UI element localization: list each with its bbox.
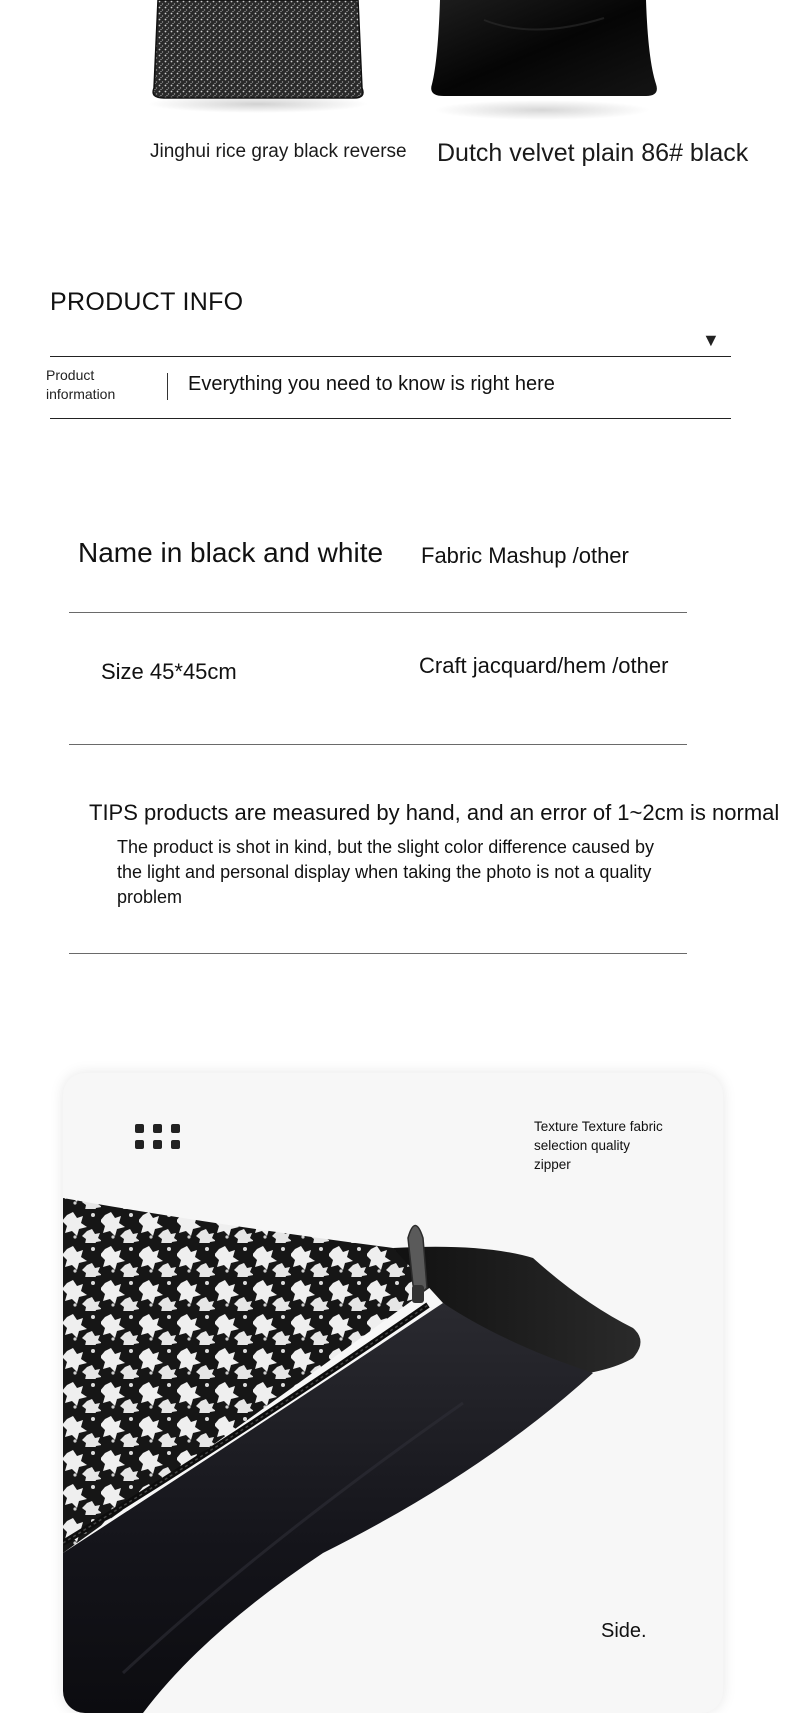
section-title: PRODUCT INFO <box>50 288 244 316</box>
grid-dots-icon <box>135 1124 183 1152</box>
product-info-subtitle: Everything you need to know is right here <box>188 373 555 395</box>
spec-name: Name in black and white <box>78 537 384 568</box>
divider <box>69 612 687 613</box>
vertical-separator <box>167 373 168 400</box>
chevron-down-icon[interactable]: ▼ <box>702 330 720 350</box>
divider <box>50 418 731 419</box>
product-info-label: Product information <box>46 367 116 402</box>
spec-craft: Craft jacquard/hem /other <box>419 653 669 678</box>
spec-fabric: Fabric Mashup /other <box>421 543 629 568</box>
black-velvet-pillow-image <box>424 0 660 130</box>
feature-note: Texture Texture fabric selection quality zipper <box>534 1119 663 1172</box>
side-label: Side. <box>601 1620 647 1642</box>
product-name-left: Jinghui rice gray black reverse <box>150 141 407 162</box>
spec-size: Size 45*45cm <box>101 659 237 684</box>
tips-title: TIPS products are measured by hand, and an error of 1~2cm is normal <box>89 800 780 825</box>
tips-body: The product is shot in kind, but the slight color difference caused by the light and personal display when taking the photo is not a quality problem <box>117 837 654 907</box>
product-name-right: Dutch velvet plain 86# black <box>437 139 749 167</box>
feature-card <box>63 1073 723 1713</box>
divider <box>69 953 687 954</box>
divider <box>50 356 731 357</box>
divider <box>69 744 687 745</box>
gray-speckled-pillow-image <box>140 0 380 115</box>
